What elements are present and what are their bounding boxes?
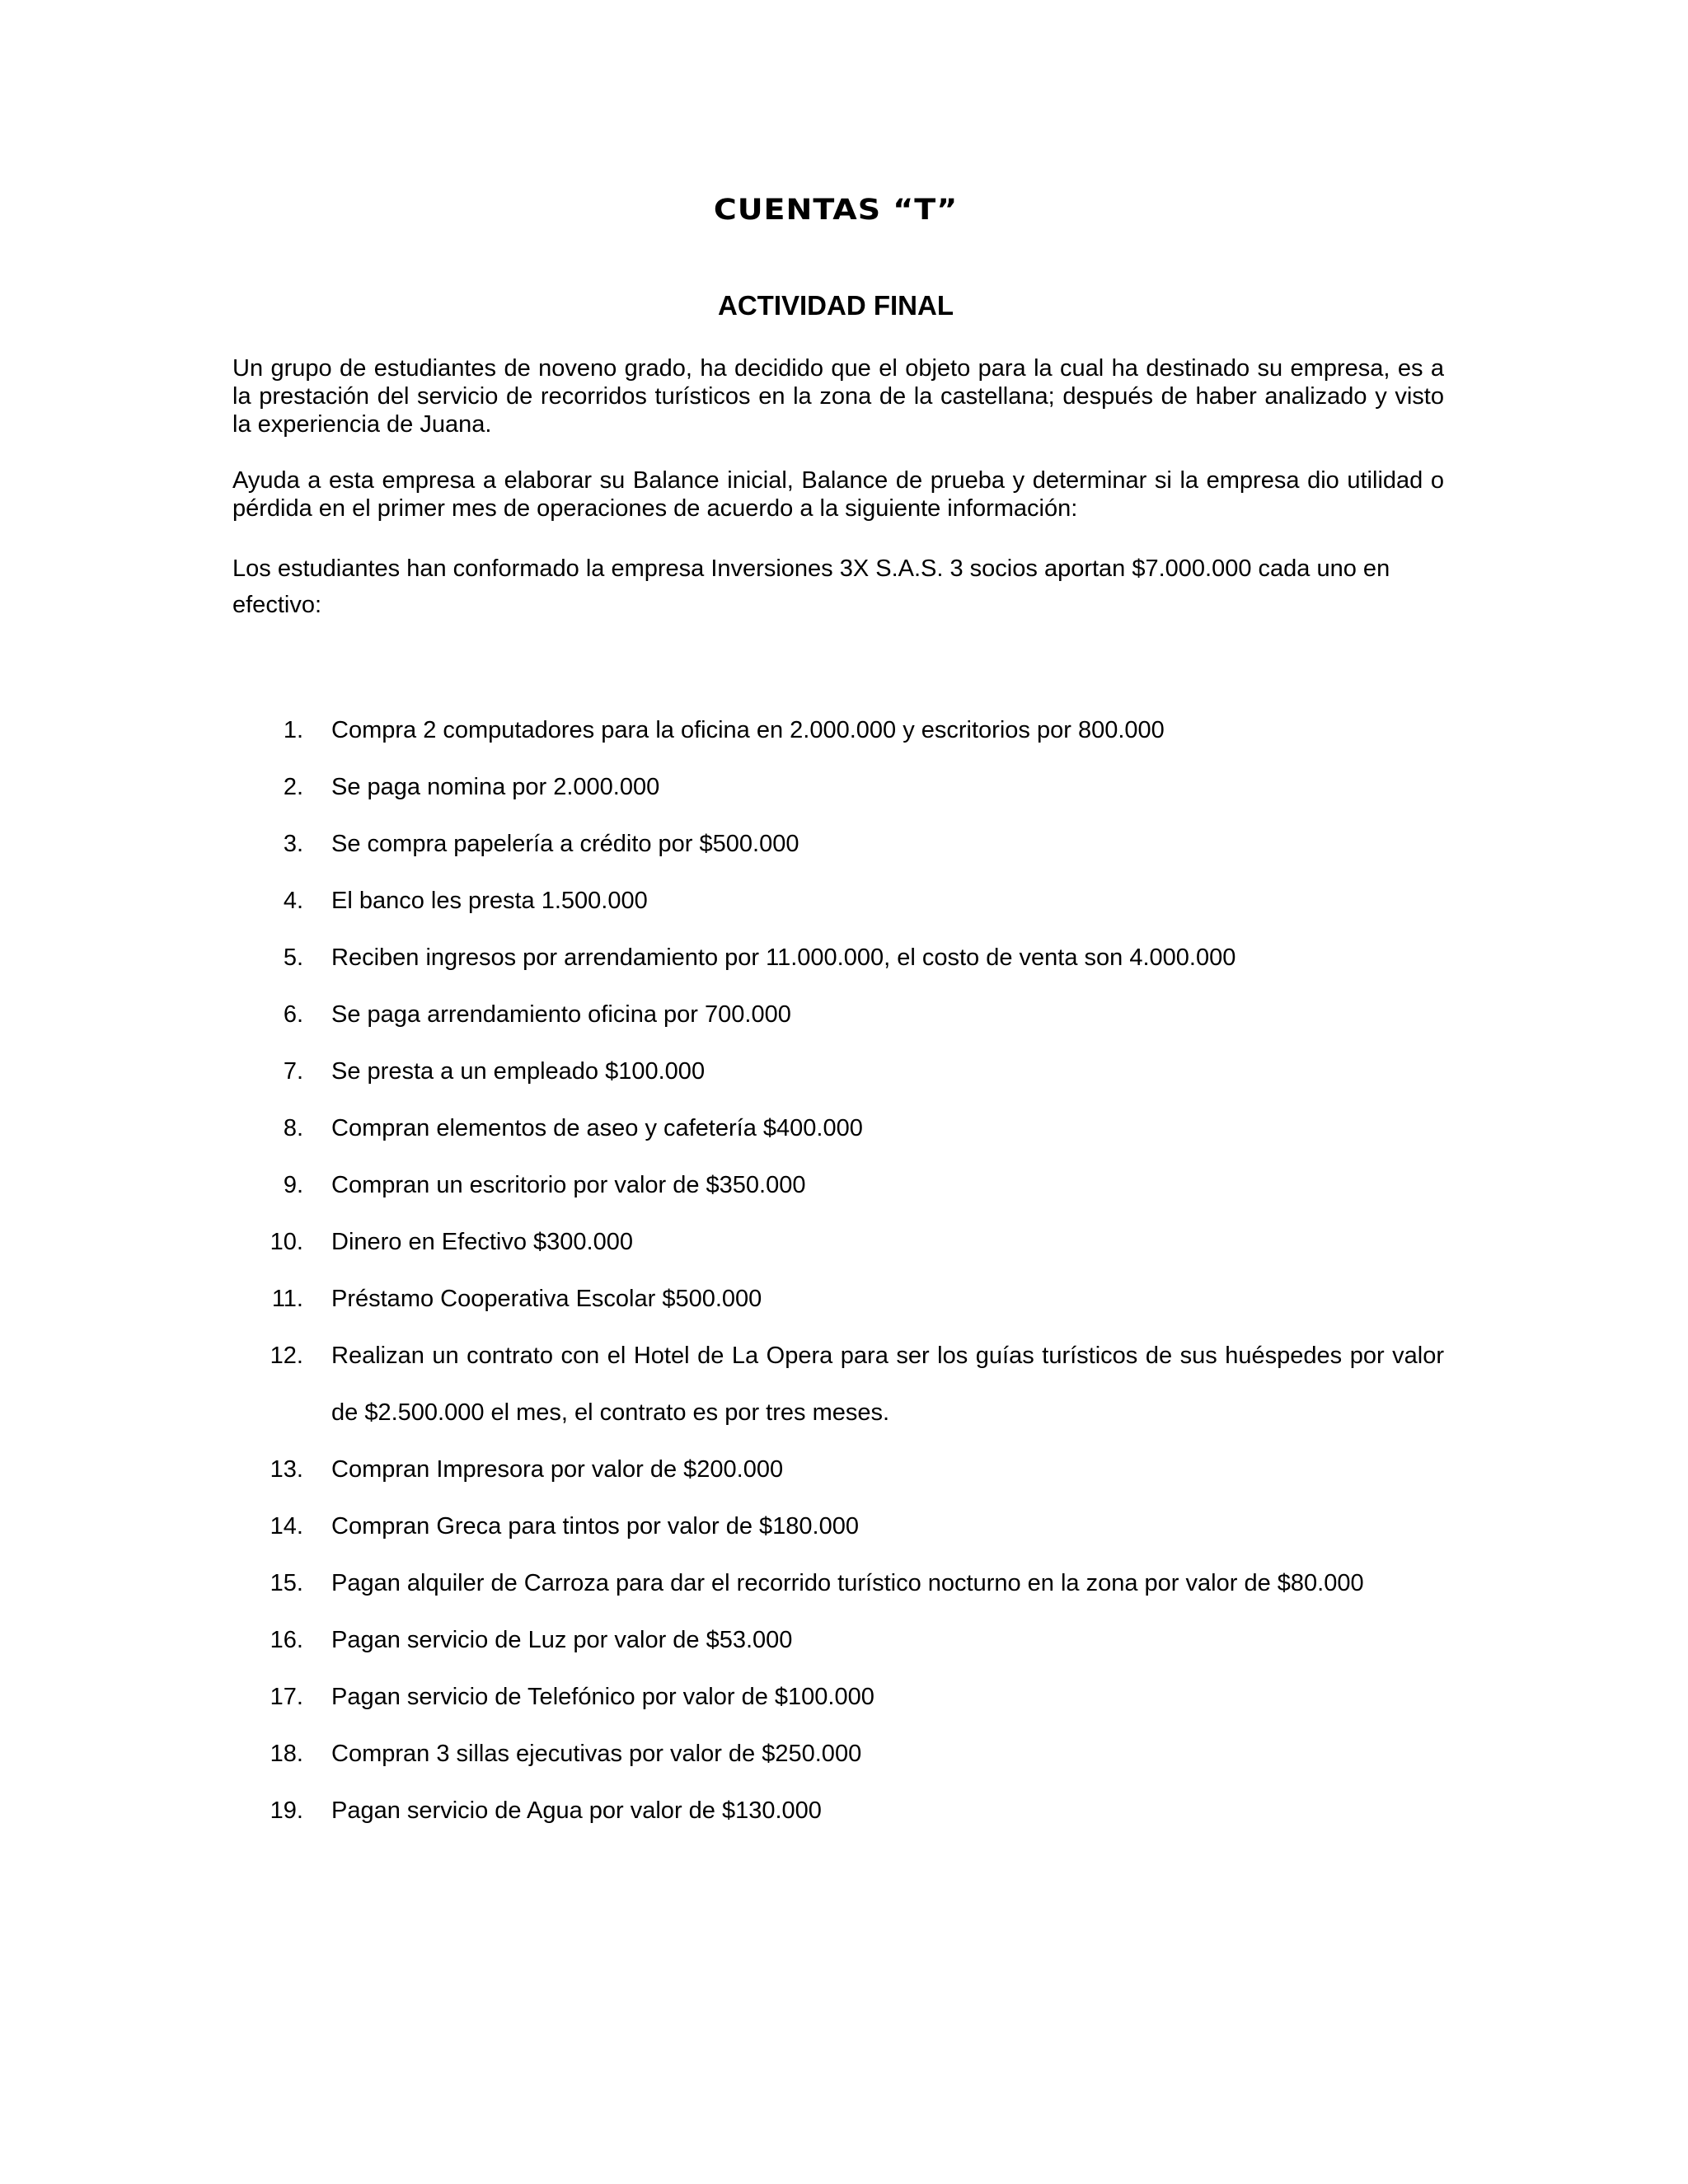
item-text: Compran un escritorio por valor de $350.000 bbox=[331, 1172, 806, 1198]
item-text: Pagan servicio de Agua por valor de $130.000 bbox=[331, 1797, 822, 1824]
item-text: Compran elementos de aseo y cafetería $400.000 bbox=[331, 1115, 863, 1141]
item-number: 19. bbox=[270, 1797, 303, 1824]
instructions-paragraph: Ayuda a esta empresa a elaborar su Balance inicial, Balance de prueba y determinar si la empresa dio utilidad o pérdida en el primer mes de operaciones de acuerdo a la siguiente información: bbox=[232, 467, 1444, 522]
item-number: 10. bbox=[270, 1229, 303, 1255]
list-item bbox=[232, 702, 1444, 759]
transactions-list bbox=[232, 702, 1444, 1840]
item-text: Préstamo Cooperativa Escolar $500.000 bbox=[331, 1286, 762, 1312]
item-text: Reciben ingresos por arrendamiento por 11.000.000, el costo de venta son 4.000.000 bbox=[331, 944, 1236, 971]
item-number: 5. bbox=[283, 944, 303, 971]
list-item bbox=[232, 1043, 1444, 1100]
list-item bbox=[232, 816, 1444, 873]
item-number: 17. bbox=[270, 1684, 303, 1710]
item-text: Compran Greca para tintos por valor de $180.000 bbox=[331, 1513, 859, 1540]
item-text: Dinero en Efectivo $300.000 bbox=[331, 1229, 633, 1255]
list-item bbox=[232, 873, 1444, 930]
item-number: 15. bbox=[270, 1570, 303, 1596]
item-text: Compran Impresora por valor de $200.000 bbox=[331, 1456, 784, 1483]
intro-paragraph: Un grupo de estudiantes de noveno grado, ha decidido que el objeto para la cual ha destinado su empresa, es a la prestación del servicio de recorridos turísticos en la zona de la castellana; después de haber analizado y visto la experiencia de Juana. bbox=[232, 355, 1444, 438]
list-item bbox=[232, 1783, 1444, 1840]
item-number: 3. bbox=[283, 831, 303, 857]
company-paragraph: Los estudiantes han conformado la empresa Inversiones 3X S.A.S. 3 socios aportan $7.000.000 cada uno en efectivo: bbox=[232, 555, 1390, 618]
item-text: Realizan un contrato con el Hotel de La Opera para ser los guías turísticos de sus huéspedes por valor de $2.500.000 el mes, el contrato es por tres meses. bbox=[331, 1343, 1444, 1426]
item-number: 2. bbox=[283, 774, 303, 800]
item-number: 13. bbox=[270, 1456, 303, 1483]
document-subtitle: ACTIVIDAD FINAL bbox=[718, 290, 954, 321]
list-item bbox=[232, 1214, 1444, 1271]
list-item bbox=[232, 1726, 1444, 1783]
list-item bbox=[232, 1157, 1444, 1214]
item-number: 12. bbox=[270, 1343, 303, 1369]
item-text: Se presta a un empleado $100.000 bbox=[331, 1058, 706, 1085]
list-item bbox=[232, 1669, 1444, 1726]
document-title: CUENTAS “T” bbox=[713, 192, 959, 227]
item-number: 16. bbox=[270, 1627, 303, 1653]
item-text: Compra 2 computadores para la oficina en 2.000.000 y escritorios por 800.000 bbox=[331, 717, 1165, 743]
item-number: 1. bbox=[283, 717, 303, 743]
list-item bbox=[232, 1555, 1444, 1612]
list-item bbox=[232, 930, 1444, 987]
item-text: Pagan servicio de Luz por valor de $53.000 bbox=[331, 1627, 793, 1653]
item-number: 18. bbox=[270, 1741, 303, 1767]
list-item bbox=[232, 1498, 1444, 1555]
item-text: Se paga arrendamiento oficina por 700.000 bbox=[331, 1001, 791, 1028]
list-item bbox=[232, 759, 1444, 816]
list-item bbox=[232, 1328, 1444, 1441]
item-text: Pagan servicio de Telefónico por valor de $100.000 bbox=[331, 1684, 874, 1710]
list-item bbox=[232, 1612, 1444, 1669]
list-item bbox=[232, 1441, 1444, 1498]
item-number: 14. bbox=[270, 1513, 303, 1540]
item-number: 11. bbox=[271, 1286, 303, 1312]
item-number: 6. bbox=[283, 1001, 303, 1028]
item-text: El banco les presta 1.500.000 bbox=[331, 888, 648, 914]
item-text: Se compra papelería a crédito por $500.000 bbox=[331, 831, 799, 857]
list-item bbox=[232, 1100, 1444, 1157]
item-number: 4. bbox=[283, 888, 303, 914]
item-number: 8. bbox=[283, 1115, 303, 1141]
item-number: 7. bbox=[283, 1058, 303, 1085]
item-text: Se paga nomina por 2.000.000 bbox=[331, 774, 660, 800]
item-number: 9. bbox=[283, 1172, 303, 1198]
item-text: Pagan alquiler de Carroza para dar el recorrido turístico nocturno en la zona por valor de $80.000 bbox=[331, 1570, 1364, 1596]
item-text: Compran 3 sillas ejecutivas por valor de $250.000 bbox=[331, 1741, 862, 1767]
list-item bbox=[232, 987, 1444, 1043]
list-item bbox=[232, 1271, 1444, 1328]
